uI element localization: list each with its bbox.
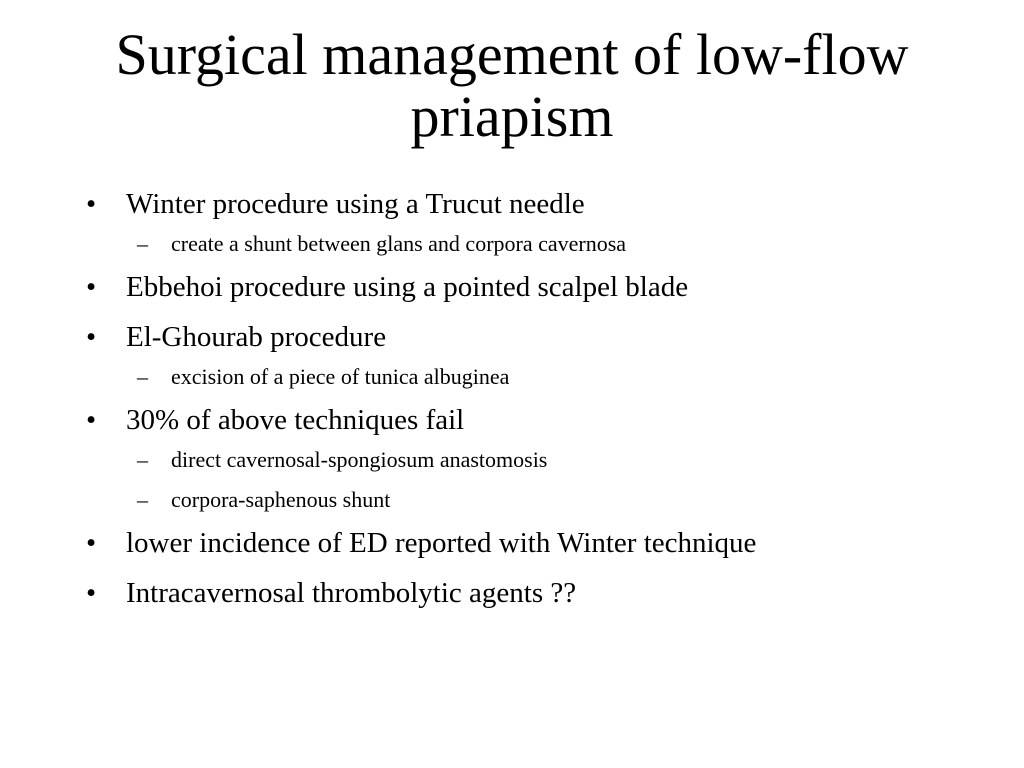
bullet-text: Winter procedure using a Trucut needle bbox=[126, 188, 585, 220]
bullet-marker: • bbox=[86, 577, 97, 609]
sub-bullet-text: corpora-saphenous shunt bbox=[171, 487, 391, 512]
sub-bullet-text: excision of a piece of tunica albuginea bbox=[171, 364, 510, 389]
sub-bullet-marker: – bbox=[137, 231, 148, 256]
sub-bullet-text: direct cavernosal-spongiosum anastomosis bbox=[171, 447, 548, 472]
sub-bullet-item bbox=[86, 230, 966, 258]
bullet-marker: • bbox=[86, 527, 97, 559]
sub-bullet-item bbox=[86, 486, 966, 514]
bullet-text: El-Ghourab procedure bbox=[126, 321, 387, 353]
bullet-marker: • bbox=[86, 321, 97, 353]
sub-bullet-item bbox=[86, 363, 966, 391]
bullet-item bbox=[86, 319, 966, 355]
bullet-text: Ebbehoi procedure using a pointed scalpel blade bbox=[126, 271, 689, 303]
sub-bullet-marker: – bbox=[137, 487, 148, 512]
bullet-item bbox=[86, 269, 966, 305]
bullet-item bbox=[86, 575, 966, 611]
bullet-text: lower incidence of ED reported with Winter technique bbox=[126, 527, 757, 559]
sub-bullet-item bbox=[86, 446, 966, 474]
bullet-marker: • bbox=[86, 404, 97, 436]
bullet-text: 30% of above techniques fail bbox=[126, 404, 465, 436]
bullet-item bbox=[86, 525, 966, 561]
bullet-item bbox=[86, 402, 966, 438]
sub-bullet-marker: – bbox=[137, 364, 148, 389]
slide-title: Surgical management of low-flow priapism bbox=[115, 22, 909, 149]
bullet-item bbox=[86, 186, 966, 222]
sub-bullet-marker: – bbox=[137, 447, 148, 472]
bullet-marker: • bbox=[86, 188, 97, 220]
bullet-text: Intracavernosal thrombolytic agents ?? bbox=[126, 577, 577, 609]
bullet-list bbox=[86, 186, 966, 611]
bullet-marker: • bbox=[86, 271, 97, 303]
sub-bullet-text: create a shunt between glans and corpora cavernosa bbox=[171, 231, 627, 256]
